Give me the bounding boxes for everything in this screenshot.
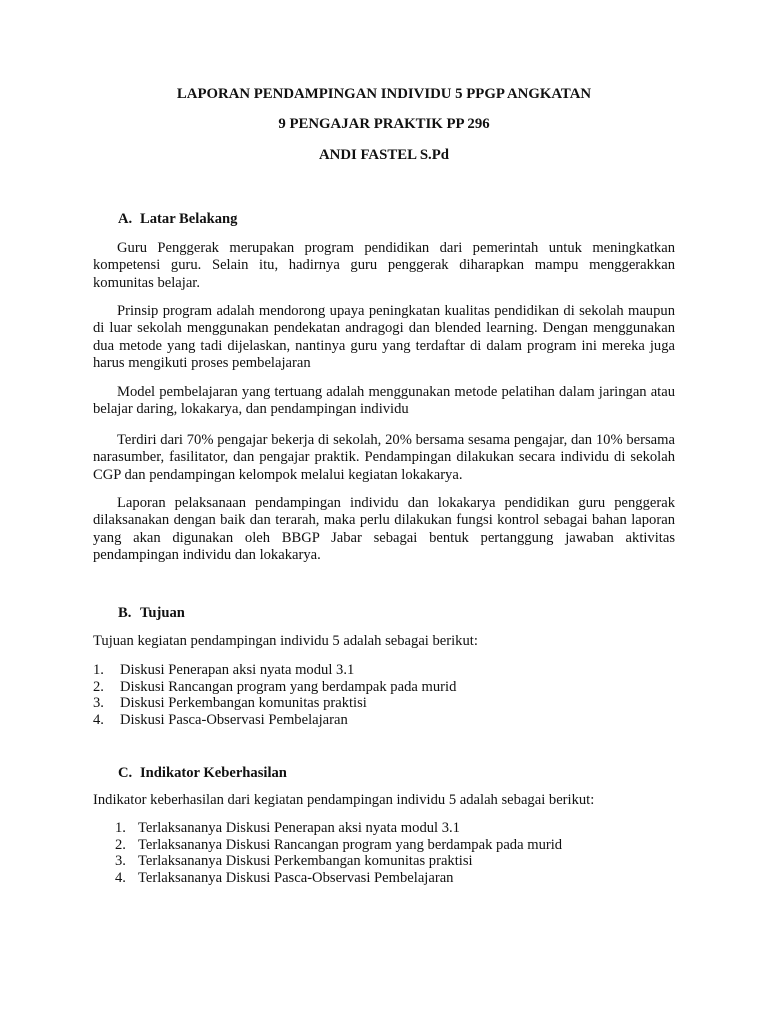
section-c-heading xyxy=(118,765,287,782)
section-a-heading xyxy=(118,211,237,228)
list-item: 1. Diskusi Penerapan aksi nyata modul 3.1 xyxy=(93,662,355,678)
section-a-title: Latar Belakang xyxy=(140,211,238,227)
list-item: 3. Terlaksananya Diskusi Perkembangan komunitas praktisi xyxy=(115,853,473,869)
section-c-intro: Indikator keberhasilan dari kegiatan pendampingan individu 5 adalah sebagai berikut: xyxy=(93,792,595,808)
list-item: 4. Terlaksananya Diskusi Pasca-Observasi Pembelajaran xyxy=(115,869,454,886)
section-a-paragraph-5: Laporan pelaksanaan pendampingan individu dan lokakarya pendidikan guru penggerak dilaksanakan dengan baik dan terarah, maka perlu dilakukan fungsi kontrol sebagai bahan laporan yang akan digunakan oleh BBGP Jabar sebagai bentuk pertanggung jawaban aktivitas pendampingan individu dan lokakarya. xyxy=(93,495,675,564)
section-b-list xyxy=(93,662,456,728)
section-b-letter: B. xyxy=(118,605,132,621)
list-item: 2. Terlaksananya Diskusi Rancangan program yang berdampak pada murid xyxy=(115,836,563,853)
document-author: ANDI FASTEL S.Pd xyxy=(318,147,450,163)
list-item: 3. Diskusi Perkembangan komunitas praktisi xyxy=(93,695,367,711)
section-a-paragraph-1: Guru Penggerak merupakan program pendidikan dari pemerintah untuk meningkatkan kompetensi guru. Selain itu, hadirnya guru penggerak diharapkan mampu menggerakkan komunitas belajar. xyxy=(93,240,675,291)
section-c-letter: C. xyxy=(118,765,133,781)
section-c-title: Indikator Keberhasilan xyxy=(140,765,287,781)
section-a-letter: A. xyxy=(118,211,133,227)
section-b-heading xyxy=(118,605,185,622)
document-title-line2: 9 PENGAJAR PRAKTIK PP 296 xyxy=(278,116,490,132)
section-c-list xyxy=(115,820,562,886)
section-a-paragraph-2: Prinsip program adalah mendorong upaya peningkatan kualitas pendidikan di sekolah maupun di luar sekolah menggunakan pendekatan andragogi dan blended learning. Dengan menggunakan dua metode yang tadi dijelaskan, nantinya guru yang terdaftar di dalam program ini mereka juga harus mengikuti proses pembelajaran xyxy=(93,303,675,372)
section-a-paragraph-3: Model pembelajaran yang tertuang adalah menggunakan metode pelatihan dalam jaringan atau belajar daring, lokakarya, dan pendampingan individu xyxy=(93,384,675,418)
document-title-line1: LAPORAN PENDAMPINGAN INDIVIDU 5 PPGP ANGKATAN xyxy=(176,86,592,102)
list-item: 4. Diskusi Pasca-Observasi Pembelajaran xyxy=(93,711,348,728)
section-b-intro: Tujuan kegiatan pendampingan individu 5 adalah sebagai berikut: xyxy=(93,633,478,649)
section-a-paragraph-4: Terdiri dari 70% pengajar bekerja di sekolah, 20% bersama sesama pengajar, dan 10% bersama narasumber, fasilitator, dan pengajar praktik. Pendampingan dilakukan secara individu di sekolah CGP dan pendampingan kelompok melalui kegiatan lokakarya. xyxy=(93,432,675,483)
section-b-title: Tujuan xyxy=(140,605,185,621)
list-item: 2. Diskusi Rancangan program yang berdampak pada murid xyxy=(93,678,457,695)
list-item: 1. Terlaksananya Diskusi Penerapan aksi nyata modul 3.1 xyxy=(115,820,460,836)
